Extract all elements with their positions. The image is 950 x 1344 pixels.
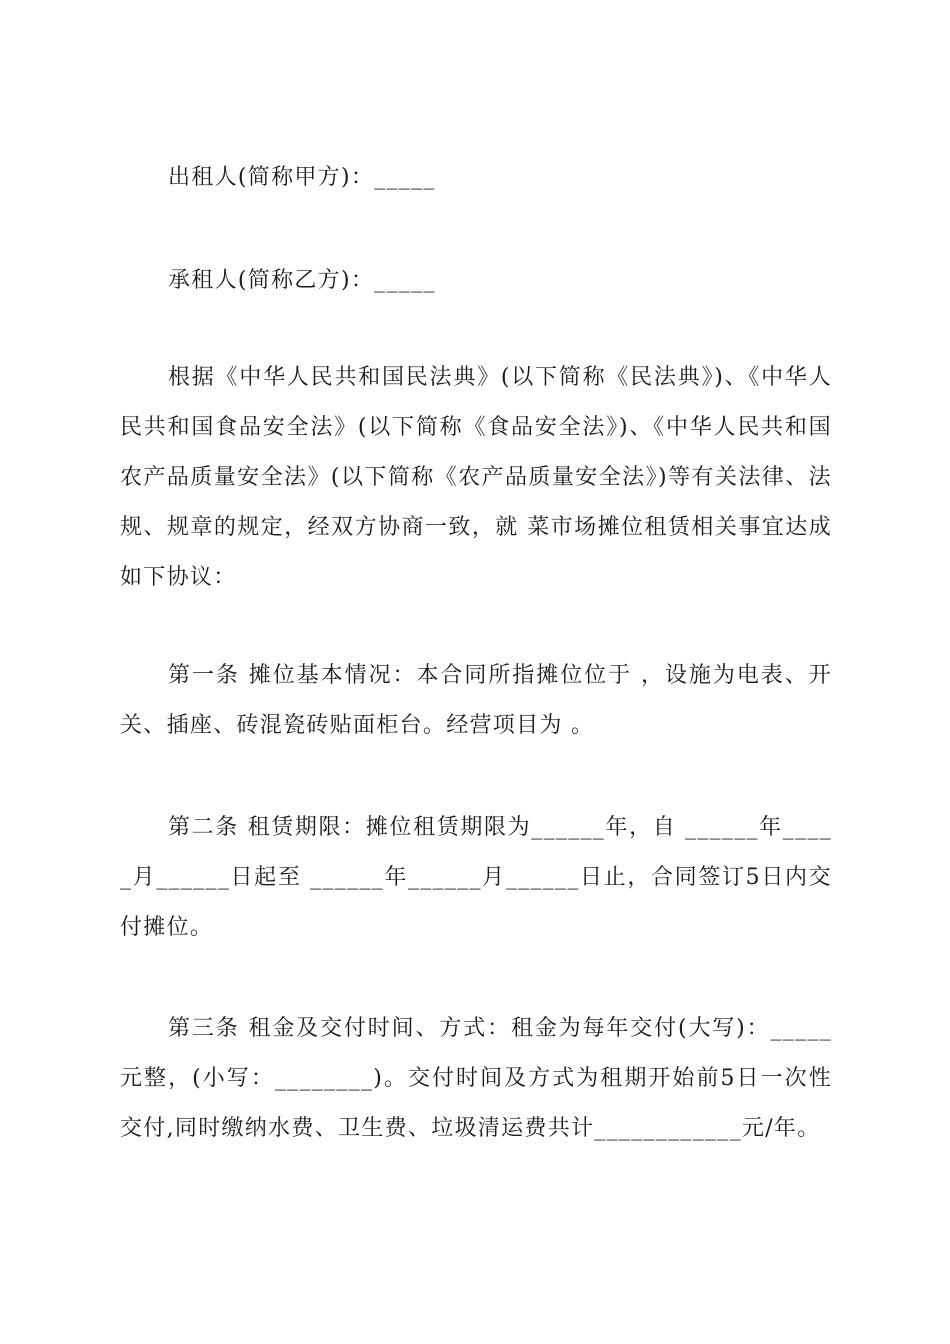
- contract-basis-paragraph: 根据《中华人民共和国民法典》(以下简称《民法典》)、《中华人民共和国食品安全法》(以下简称《食品安全法》)、《中华人民共和国农产品质量安全法》(以下简称《农产品质量安全法》)等有关法律、法规、规章的规定，经双方协商一致，就 菜市场摊位租赁相关事宜达成如下协议：: [120, 365, 832, 590]
- article-3-rent-payment: 第三条 租金及交付时间、方式：租金为每年交付(大写)：_____元整，(小写：________)。交付时间及方式为租期开始前5日一次性交付,同时缴纳水费、卫生费、垃圾清运费共计____________元/年。: [120, 1016, 832, 1141]
- lessor-line: 出租人(简称甲方)：_____: [168, 165, 436, 190]
- lessee-line: 承租人(简称乙方)：_____: [168, 268, 436, 293]
- article-2-lease-term: 第二条 租赁期限：摊位租赁期限为______年，自 ______年_____月______日起至 ______年______月______日止，合同签订5日内交付摊位。: [120, 815, 832, 940]
- article-1-stall-info: 第一条 摊位基本情况：本合同所指摊位位于 ，设施为电表、开关、插座、砖混瓷砖贴面柜台。经营项目为 。: [120, 663, 832, 738]
